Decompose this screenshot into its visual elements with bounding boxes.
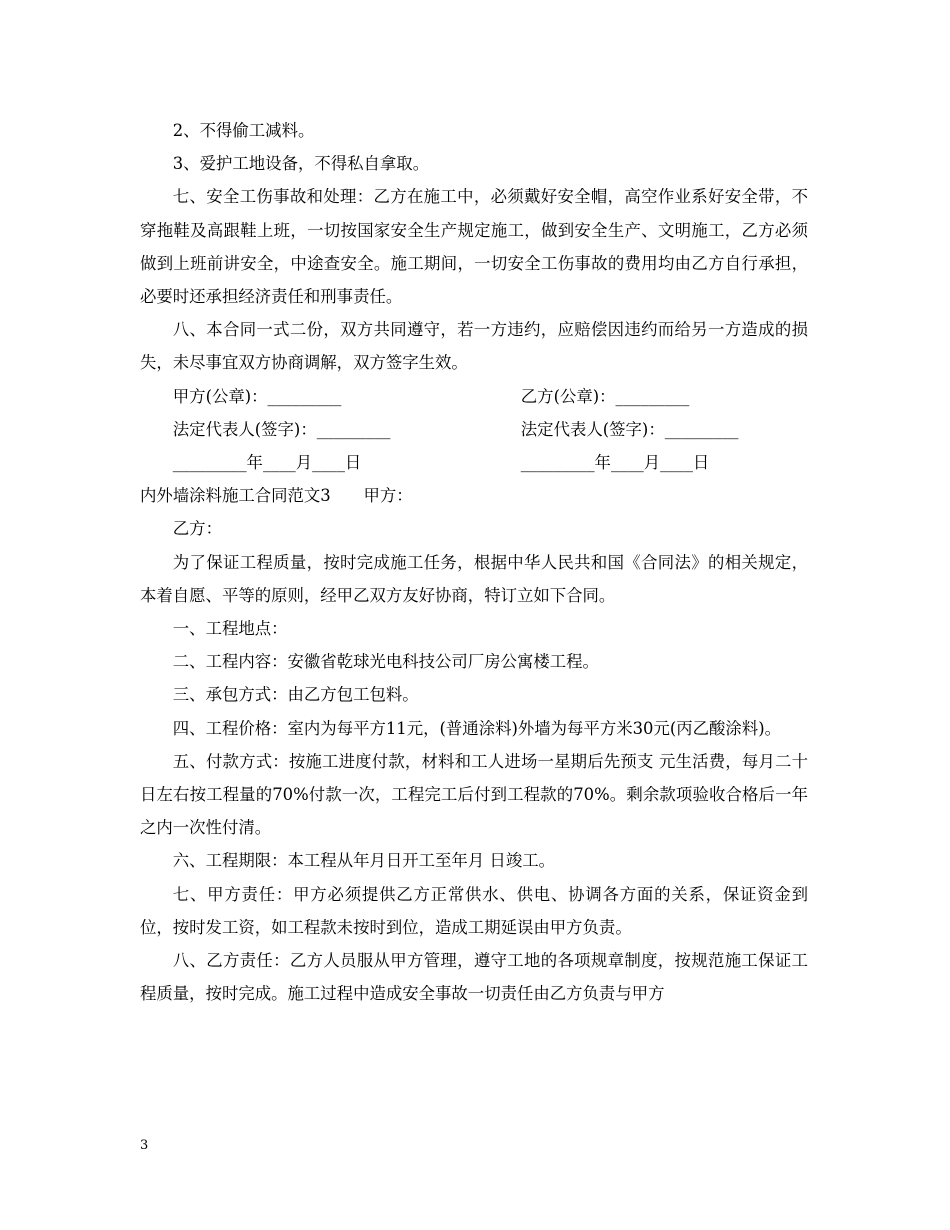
document-body xyxy=(140,114,808,1010)
paragraph-duration: 六、工程期限：本工程从年月日开工至年月 日竣工。 xyxy=(172,851,555,871)
paragraph-safety: 七、安全工伤事故和处理：乙方在施工中，必须戴好安全帽，高空作业系好安全带，不穿拖鞋及高跟鞋上班，一切按国家安全生产规定施工，做到安全生产、文明施工，乙方必须做到上班前讲安全，中途查安全。施工期间，一切安全工伤事故的费用均由乙方自行承担，必要时还承担经济责任和刑事责任。 xyxy=(140,187,808,307)
paragraph-copies: 八、本合同一式二份，双方共同遵守，若一方违约，应赔偿因违约而给另一方造成的损失，未尽事宜双方协商调解，双方签字生效。 xyxy=(140,320,808,373)
signature-seal-row xyxy=(140,380,808,413)
paragraph-item-3: 3、爱护工地设备，不得私自拿取。 xyxy=(172,154,430,174)
paragraph-item-2: 2、不得偷工减料。 xyxy=(172,121,315,140)
paragraph-party-a-duty: 七、甲方责任：甲方必须提供乙方正常供水、供电、协调各方面的关系，保证资金到位，按时发工资，如工程款未按时到位，造成工期延误由甲方负责。 xyxy=(140,884,808,937)
party-b-date-field: _________年____月____日 xyxy=(520,453,710,472)
paragraph-contract-mode: 三、承包方式：由乙方包工包料。 xyxy=(172,685,419,705)
paragraph-location: 一、工程地点： xyxy=(172,619,288,638)
signature-date-row xyxy=(140,446,808,479)
signature-rep-row xyxy=(140,413,808,446)
paragraph-content: 二、工程内容：安徽省乾球光电科技公司厂房公寓楼工程。 xyxy=(172,652,599,672)
party-a-rep-field: 法定代表人(签字)：_________ xyxy=(172,419,391,439)
party-b-rep-field: 法定代表人(签字)：_________ xyxy=(520,419,739,439)
paragraph-party-b: 乙方： xyxy=(172,519,222,539)
paragraph-payment: 五、付款方式：按施工进度付款，材料和工人进场一星期后先预支 元生活费，每月二十日左右按工程量的70%付款一次，工程完工后付到工程款的70%。剩余款项验收合格后一年之内一次性付清。 xyxy=(140,751,808,838)
party-b-seal-field: 乙方(公章)：_________ xyxy=(520,386,690,406)
paragraph-price: 四、工程价格：室内为每平方11元，(普通涂料)外墙为每平方米30元(丙乙酸涂料)。 xyxy=(172,718,781,738)
party-a-seal-field: 甲方(公章)：_________ xyxy=(172,386,342,406)
page-number: 3 xyxy=(140,1138,149,1153)
paragraph-party-b-duty: 八、乙方责任：乙方人员服从甲方管理，遵守工地的各项规章制度，按规范施工保证工程质量，按时完成。施工过程中造成安全事故一切责任由乙方负责与甲方 xyxy=(140,951,808,1004)
contract-title-line: 内外墙涂料施工合同范文3 甲方： xyxy=(140,486,413,506)
paragraph-preamble: 为了保证工程质量，按时完成施工任务，根据中华人民共和国《合同法》的相关规定，本着自愿、平等的原则，经甲乙双方友好协商，特订立如下合同。 xyxy=(140,552,808,605)
party-a-date-field: _________年____月____日 xyxy=(172,453,362,472)
